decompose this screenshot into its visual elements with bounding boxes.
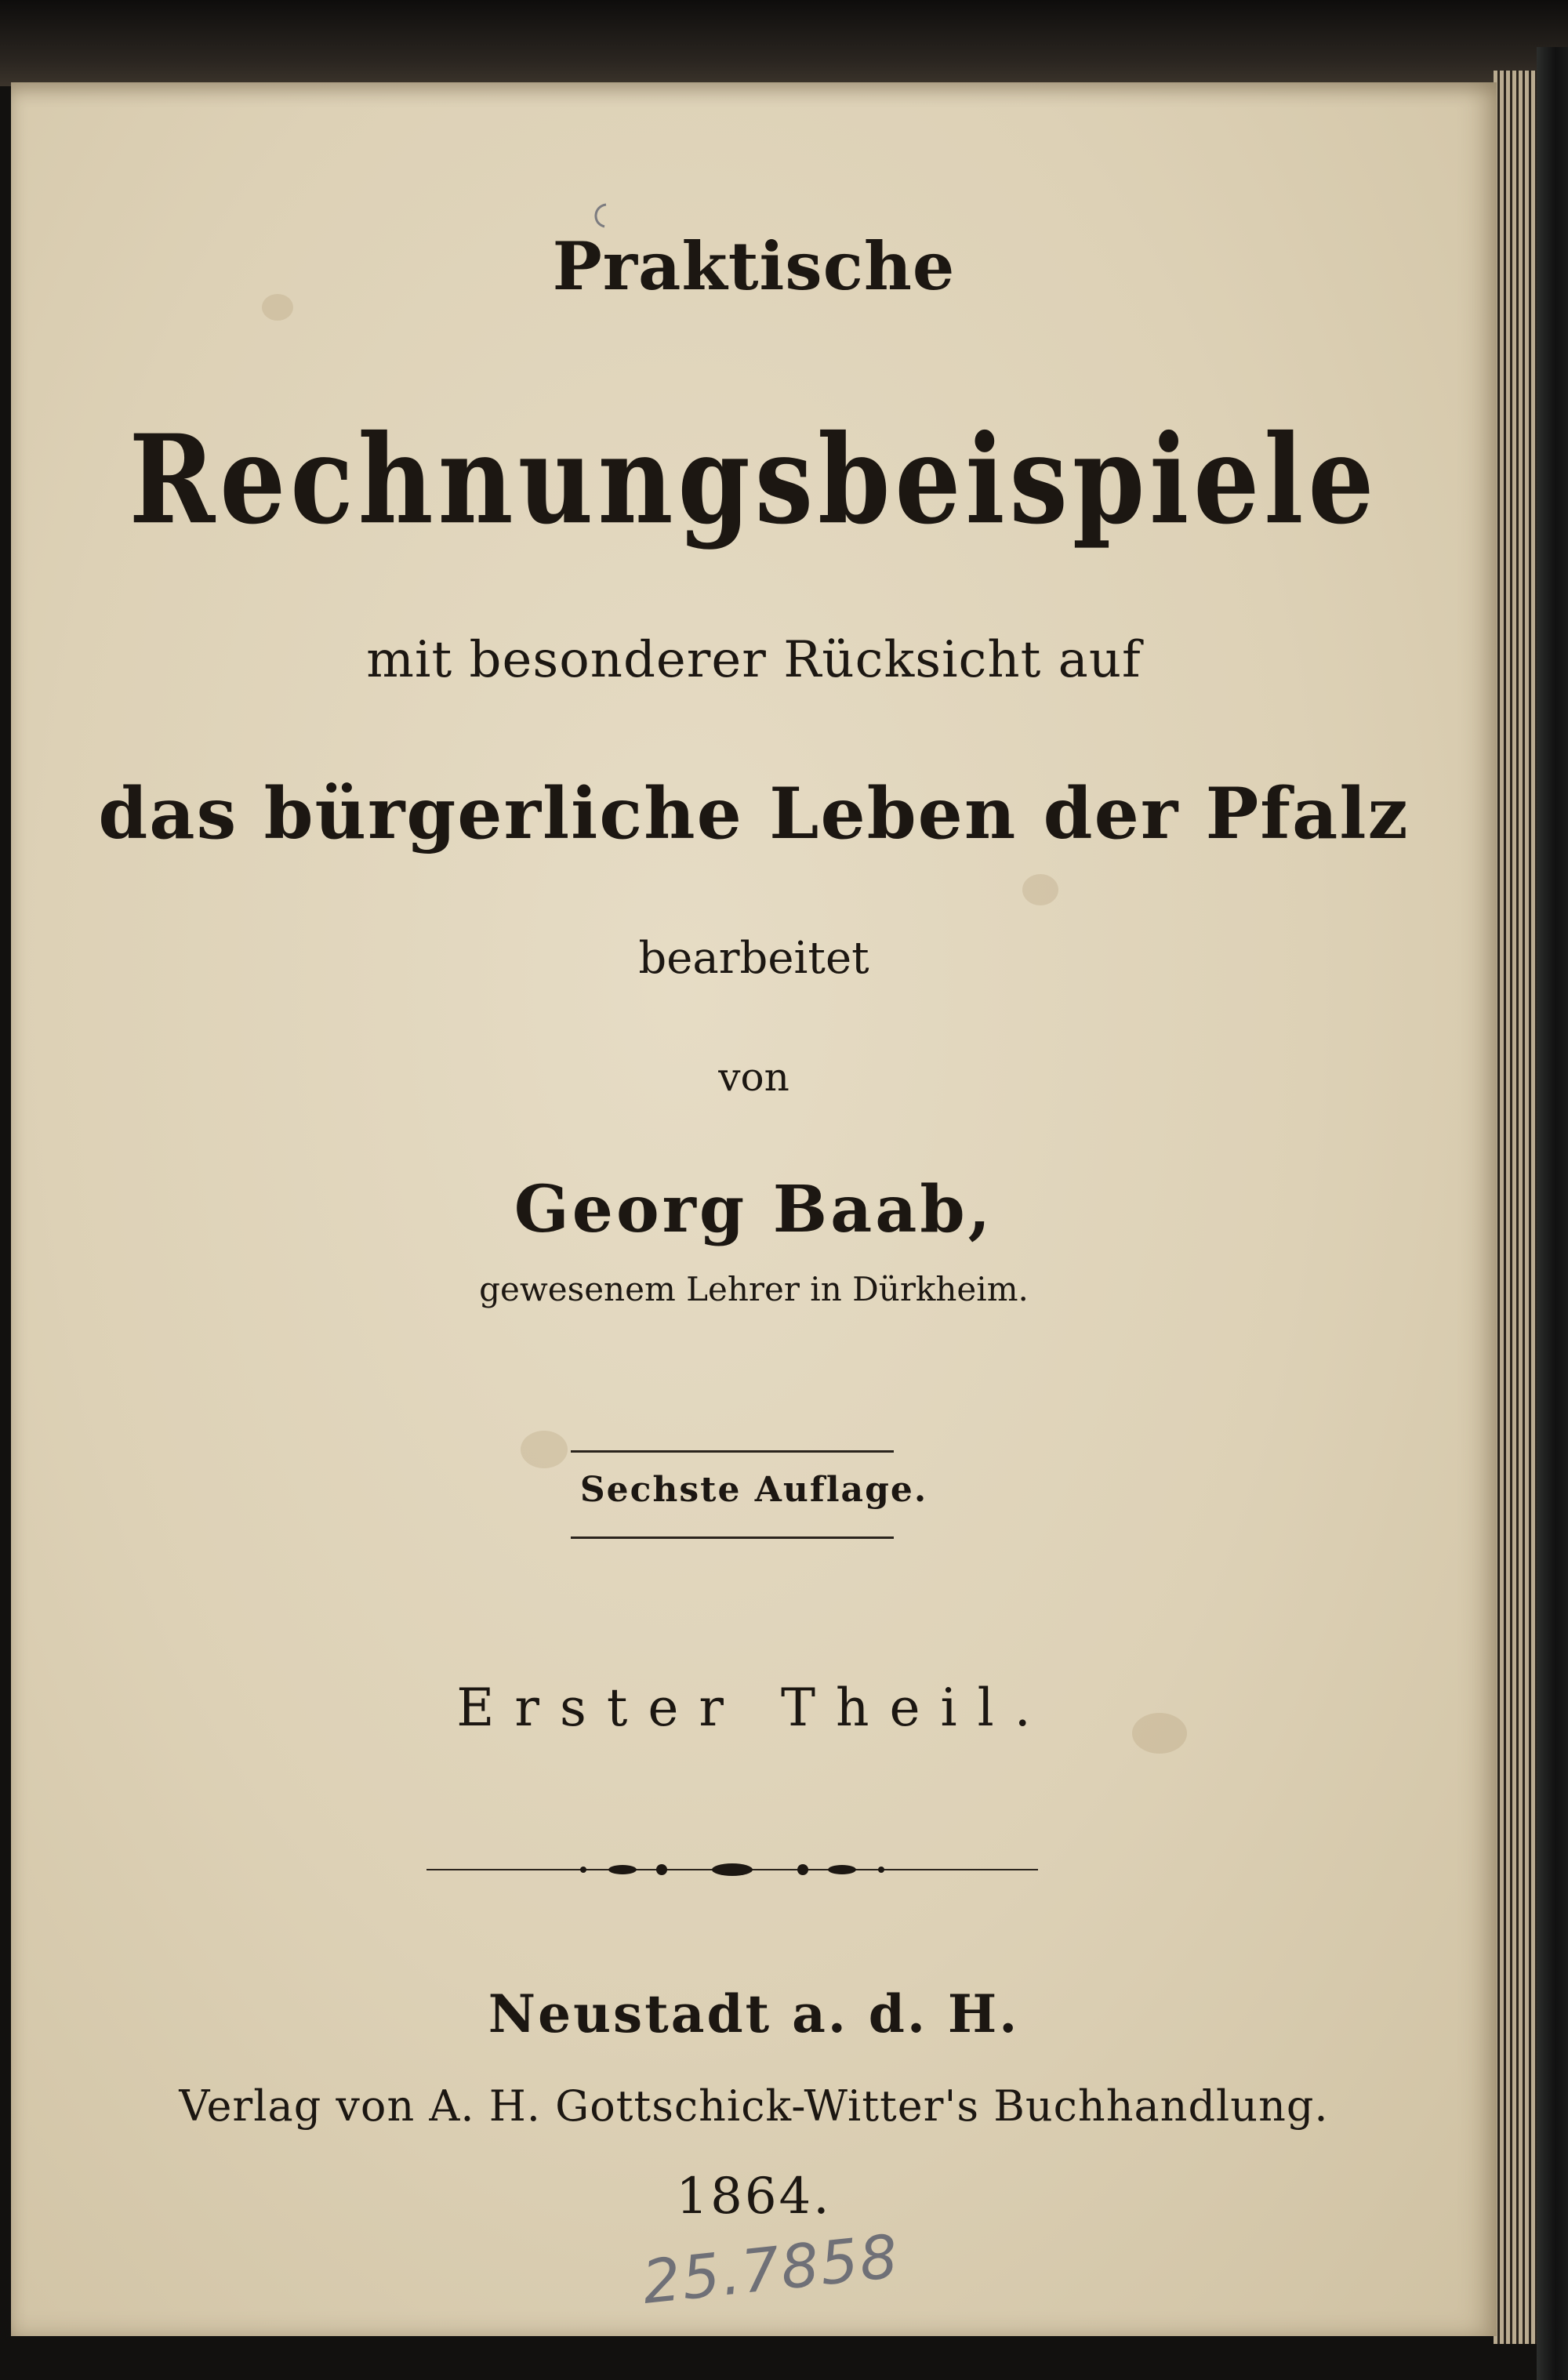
handwritten-accession-number: 25.7858	[639, 2221, 903, 2317]
foxing-spot	[521, 1431, 568, 1468]
subtitle-line-1: mit besonderer Rücksicht auf	[366, 631, 1142, 689]
title-line-praktische: Praktische	[552, 227, 956, 305]
edition-label: Sechste Auflage.	[579, 1470, 928, 1510]
by-label: von	[718, 1054, 789, 1100]
title-page	[11, 82, 1497, 2336]
edition-rule-bottom	[571, 1536, 894, 1539]
main-title: Rechnungsbeispiele	[129, 408, 1379, 552]
author-name: Georg Baab,	[514, 1172, 994, 1247]
edition-rule-top	[571, 1450, 894, 1453]
publication-year: 1864.	[676, 2168, 832, 2226]
page-edges	[1494, 71, 1541, 2344]
publication-place: Neustadt a. d. H.	[488, 1983, 1020, 2044]
publisher: Verlag von A. H. Gottschick-Witter's Buchhandlung.	[179, 2081, 1329, 2131]
subtitle-line-2: das bürgerliche Leben der Pfalz	[98, 772, 1410, 855]
part-label: Erster Theil.	[456, 1678, 1051, 1738]
foxing-spot	[1022, 874, 1058, 905]
pencil-mark	[587, 200, 611, 231]
book-binding-top	[0, 0, 1568, 86]
ornament-divider	[426, 1858, 1038, 1881]
author-affiliation: gewesenem Lehrer in Dürkheim.	[479, 1270, 1029, 1308]
prepared-label: bearbeitet	[638, 933, 869, 984]
book-cover-edge	[1537, 47, 1568, 2380]
